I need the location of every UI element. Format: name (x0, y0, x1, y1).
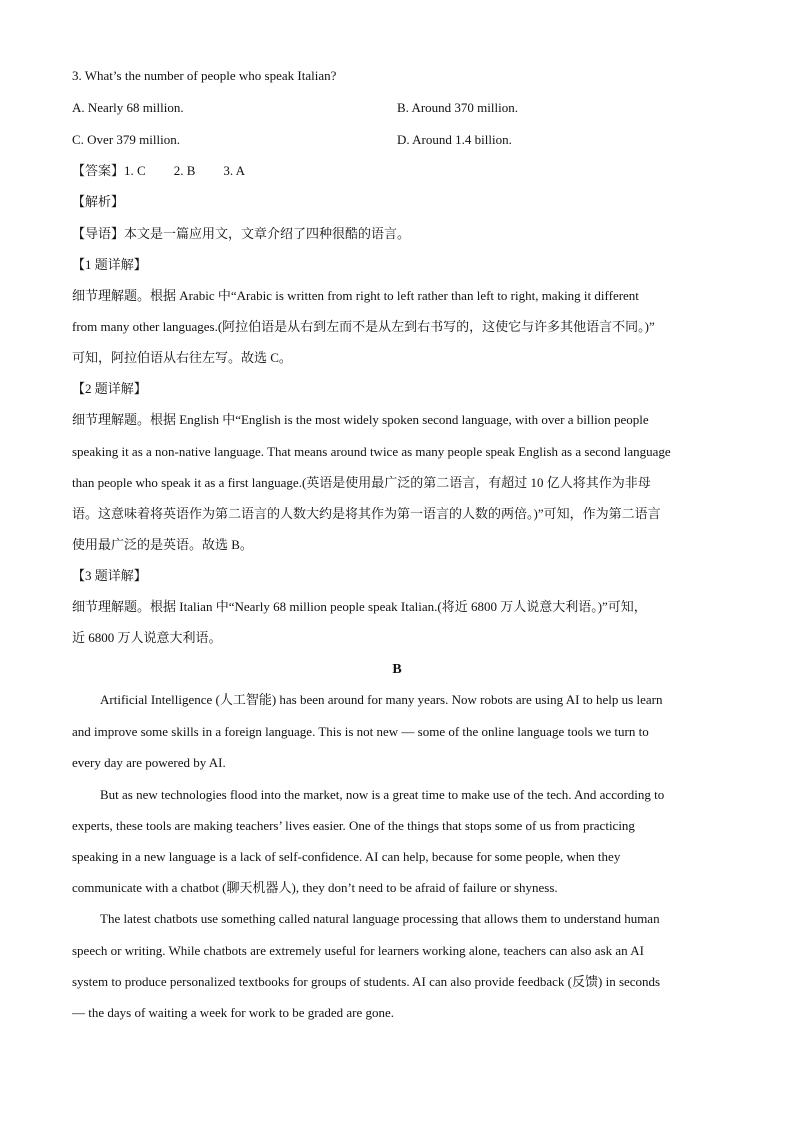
b-p2-line-2: experts, these tools are making teachers’ lives easier. One of the things that stops some of us from practicing (72, 818, 635, 833)
answer-label: 【答案】 (72, 163, 125, 178)
answer-item-1: 1. C (124, 163, 146, 178)
b-p1-line-1: Artificial Intelligence (人工智能) has been around for many years. Now robots are using AI to help us learn (100, 692, 663, 707)
q1-line-3: 可知，阿拉伯语从右往左写。故选 C。 (72, 350, 292, 365)
section-b-title: B (392, 662, 402, 677)
answer-item-3: 3. A (223, 163, 246, 178)
b-p2-line-4: communicate with a chatbot (聊天机器人), they don’t need to be afraid of failure or shyness. (72, 880, 558, 895)
b-p1-line-3: every day are powered by AI. (72, 755, 226, 770)
b-p2-line-1: But as new technologies flood into the market, now is a great time to make use of the tech. And according to (100, 787, 665, 802)
analysis-label: 【解析】 (72, 194, 125, 209)
intro-line: 【导语】本文是一篇应用文，文章介绍了四种很酷的语言。 (72, 226, 411, 241)
q2-line-5: 使用最广泛的是英语。故选 B。 (72, 537, 253, 552)
q2-heading: 【2 题详解】 (72, 381, 147, 396)
option-a: A. Nearly 68 million. (72, 100, 184, 115)
b-p3-line-3: system to produce personalized textbooks for groups of students. AI can also provide feedback (反馈) in seconds (72, 974, 661, 989)
q2-line-1: 细节理解题。根据 English 中“English is the most widely spoken second language, with over a billion people (72, 412, 649, 427)
q1-line-1: 细节理解题。根据 Arabic 中“Arabic is written from right to left rather than left to right, making it different (72, 288, 639, 303)
option-c: C. Over 379 million. (72, 132, 180, 147)
answer-line (72, 163, 722, 179)
q2-line-3: than people who speak it as a first language.(英语是使用最广泛的第二语言，有超过 10 亿人将其作为非母 (72, 475, 651, 490)
b-p2-line-3: speaking in a new language is a lack of self-confidence. AI can help, because for some people, when they (72, 849, 621, 864)
b-p1-line-2: and improve some skills in a foreign language. This is not new — some of the online language tools we turn to (72, 724, 649, 739)
q3-heading: 【3 题详解】 (72, 568, 147, 583)
b-p3-line-1: The latest chatbots use something called natural language processing that allows them to understand human (100, 911, 660, 926)
question-3-stem: 3. What’s the number of people who speak Italian? (72, 68, 337, 83)
q2-line-4: 语。这意味着将英语作为第二语言的人数大约是将其作为第一语言的人数的两倍。)”可知，作为第二语言 (72, 506, 661, 521)
q3-line-1: 细节理解题。根据 Italian 中“Nearly 68 million people speak Italian.(将近 6800 万人说意大利语。)”可知， (72, 599, 647, 614)
q1-line-2: from many other languages.(阿拉伯语是从右到左而不是从左到右书写的，这使它与许多其他语言不同。)” (72, 319, 655, 334)
option-b: B. Around 370 million. (397, 100, 518, 115)
option-d: D. Around 1.4 billion. (397, 132, 512, 147)
answer-item-2: 2. B (173, 163, 196, 178)
q2-line-2: speaking it as a non-native language. That means around twice as many people speak English as a second language (72, 444, 671, 459)
q1-heading: 【1 题详解】 (72, 257, 147, 272)
q3-line-2: 近 6800 万人说意大利语。 (72, 630, 222, 645)
b-p3-line-4: — the days of waiting a week for work to be graded are gone. (72, 1005, 394, 1020)
b-p3-line-2: speech or writing. While chatbots are extremely useful for learners working alone, teachers can also ask an AI (72, 943, 644, 958)
